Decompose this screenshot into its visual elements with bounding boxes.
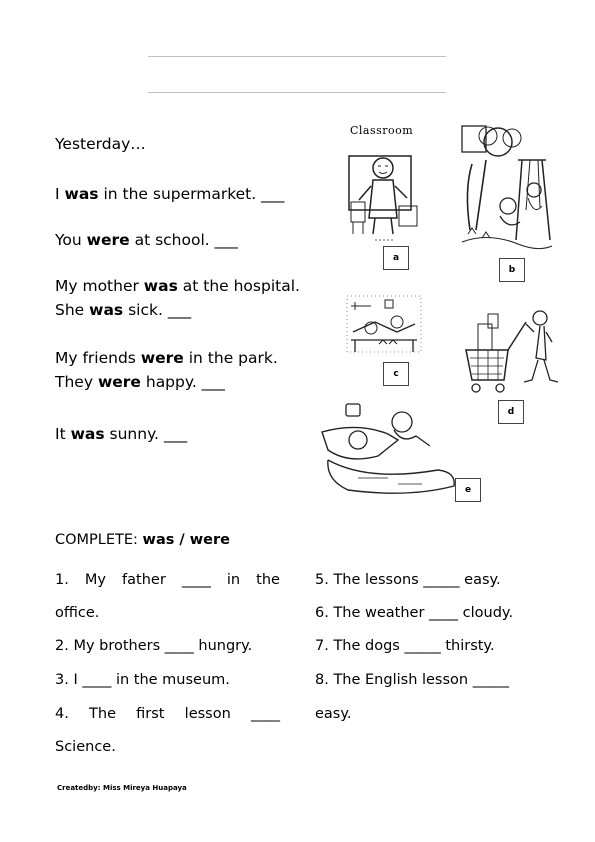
sentence-1: I was in the supermarket. ___ (55, 185, 285, 203)
picture-d-supermarket (460, 302, 560, 402)
intro-text: Yesterday… (55, 135, 146, 153)
picture-a-classroom (345, 122, 425, 252)
exercise-5: 5. The lessons _____ easy. (315, 572, 501, 588)
sentence-2: You were at school. ___ (55, 231, 238, 249)
exercise-7: 7. The dogs _____ thirsty. (315, 638, 495, 654)
picture-c-label: c (383, 362, 409, 386)
exercise-4-line-2: Science. (55, 739, 116, 755)
sentence-3-line-2: She was sick. ___ (55, 301, 192, 319)
picture-a-label: a (383, 246, 409, 270)
picture-b-label: b (499, 258, 525, 282)
park-drawing (458, 120, 554, 260)
header-line-2 (148, 92, 446, 93)
picture-c-hospital (345, 292, 425, 362)
exercise-1-line-2: office. (55, 605, 100, 621)
exercise-6: 6. The weather ____ cloudy. (315, 605, 514, 621)
sentence-5: It was sunny. ___ (55, 425, 188, 443)
picture-e-label: e (455, 478, 481, 502)
sentence-3-line-1: My mother was at the hospital. (55, 277, 300, 295)
footer-credit: Createdby: Miss Mireya Huapaya (57, 784, 187, 792)
classroom-drawing (345, 122, 425, 252)
header-line-1 (148, 56, 446, 57)
complete-heading: COMPLETE: was / were (55, 532, 230, 548)
sentence-4-line-1: My friends were in the park. (55, 349, 278, 367)
sunny-drawing (318, 400, 458, 500)
hospital-drawing (345, 292, 425, 362)
exercise-3: 3. I ____ in the museum. (55, 672, 230, 688)
picture-e-sunny (318, 400, 458, 500)
exercise-2: 2. My brothers ____ hungry. (55, 638, 253, 654)
supermarket-drawing (460, 302, 560, 402)
picture-b-park (458, 120, 554, 260)
sentence-4-line-2: They were happy. ___ (55, 373, 225, 391)
exercise-8-line-1: 8. The English lesson _____ (315, 672, 509, 688)
exercise-4-line-1: 4. The first lesson ____ (55, 706, 280, 722)
exercise-8-line-2: easy. (315, 706, 352, 722)
classroom-sign: Classroom (350, 124, 414, 137)
exercise-1-line-1: 1. My father ____ in the (55, 572, 280, 588)
picture-d-label: d (498, 400, 524, 424)
